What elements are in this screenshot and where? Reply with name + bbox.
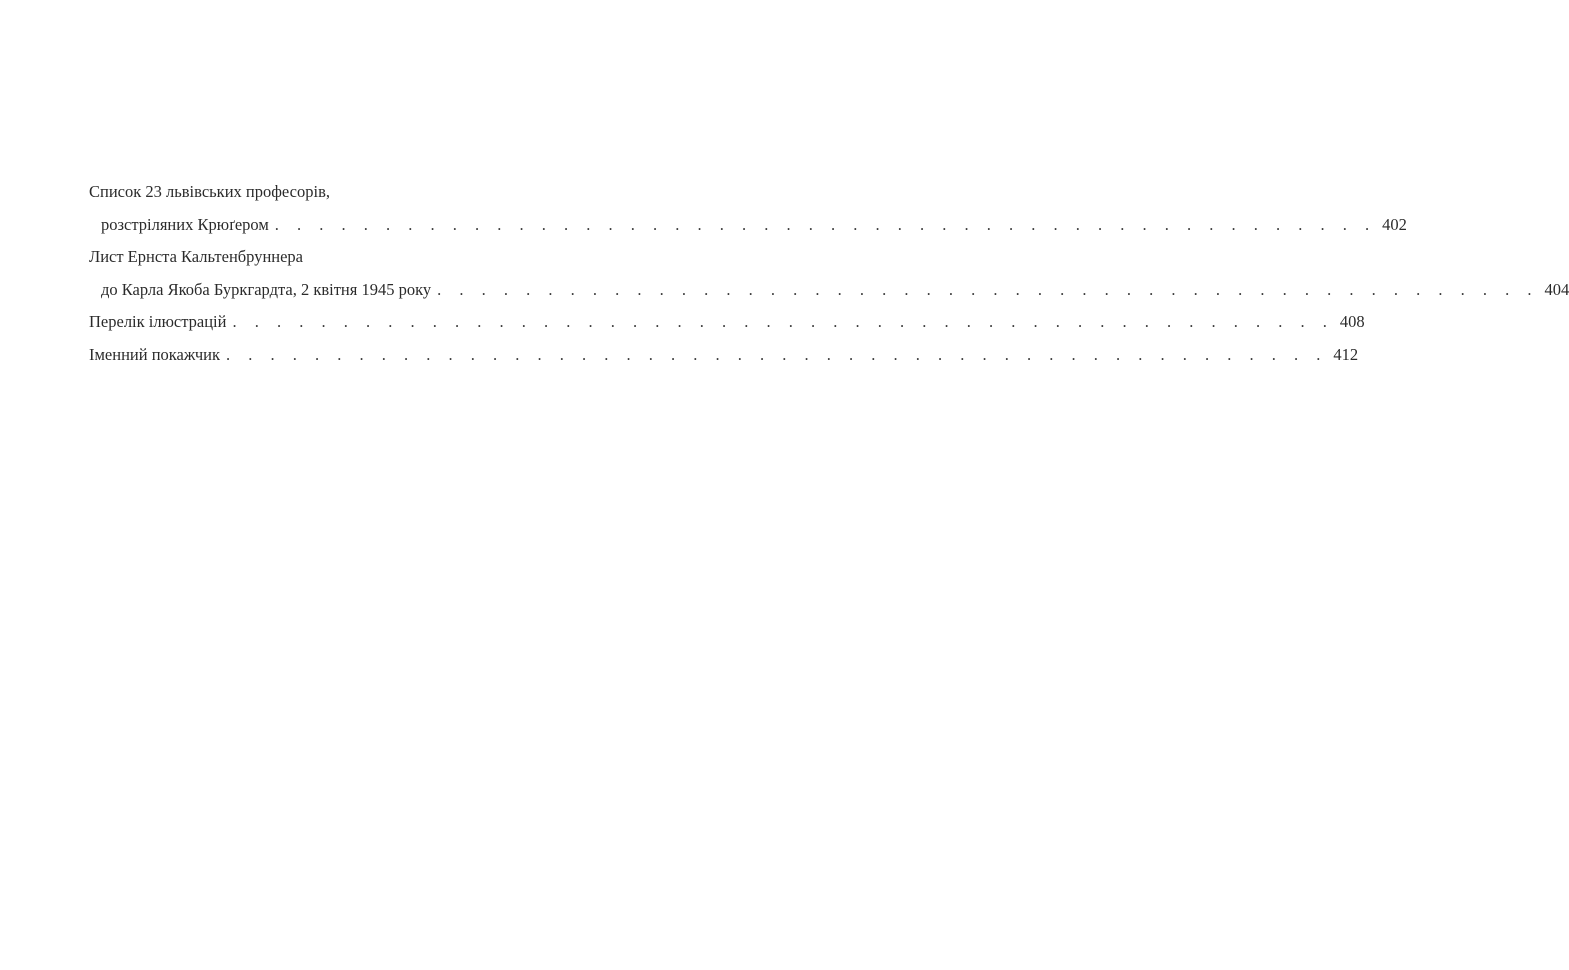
dot-leader: . . . . . . . . . . . . . . . . . . . . . . . . . . . . . . . . . . . . . . . . . . . . . . . . . .	[437, 279, 1539, 299]
toc-entry-line	[89, 274, 1569, 307]
toc-entry-title: Перелік ілюстрацій	[89, 312, 227, 331]
toc-entry-line	[89, 339, 1359, 372]
toc-page-number: 402	[1382, 214, 1407, 234]
toc-entry-title: Список 23 львівських професорів,	[89, 182, 330, 201]
toc-entry-title-continuation: розстріляних Крюґером	[101, 214, 269, 234]
dot-leader: . . . . . . . . . . . . . . . . . . . . . . . . . . . . . . . . . . . . . . . . . . . . . . . . . .	[274, 214, 1377, 234]
toc-entry-kaltenbrunner-letter[interactable]	[89, 241, 1569, 306]
toc-entry-line	[89, 176, 566, 209]
dot-leader: . . . . . . . . . . . . . . . . . . . . . . . . . . . . . . . . . . . . . . . . . . . . . . . . . .	[226, 344, 1328, 364]
toc-entry-illustrations-list[interactable]	[89, 306, 1365, 339]
toc-page-number: 404	[1544, 279, 1569, 299]
toc-entry-title-continuation: до Карла Якоба Буркгардта, 2 квітня 1945 року	[101, 279, 432, 299]
toc-entry-line	[89, 306, 1365, 339]
toc-page-number: 408	[1339, 312, 1365, 331]
toc-page-number: 412	[1333, 344, 1359, 364]
table-of-contents	[89, 176, 1569, 371]
toc-entry-title: Лист Ернста Кальтенбруннера	[89, 247, 304, 266]
toc-entry-line	[89, 209, 1407, 242]
toc-entry-title: Іменний покажчик	[89, 344, 221, 364]
toc-entry-professors-list[interactable]	[89, 176, 1407, 241]
toc-entry-name-index[interactable]	[89, 339, 1359, 372]
dot-leader: . . . . . . . . . . . . . . . . . . . . . . . . . . . . . . . . . . . . . . . . . . . . . . . . . .	[232, 312, 1334, 331]
toc-entry-line	[89, 241, 566, 274]
